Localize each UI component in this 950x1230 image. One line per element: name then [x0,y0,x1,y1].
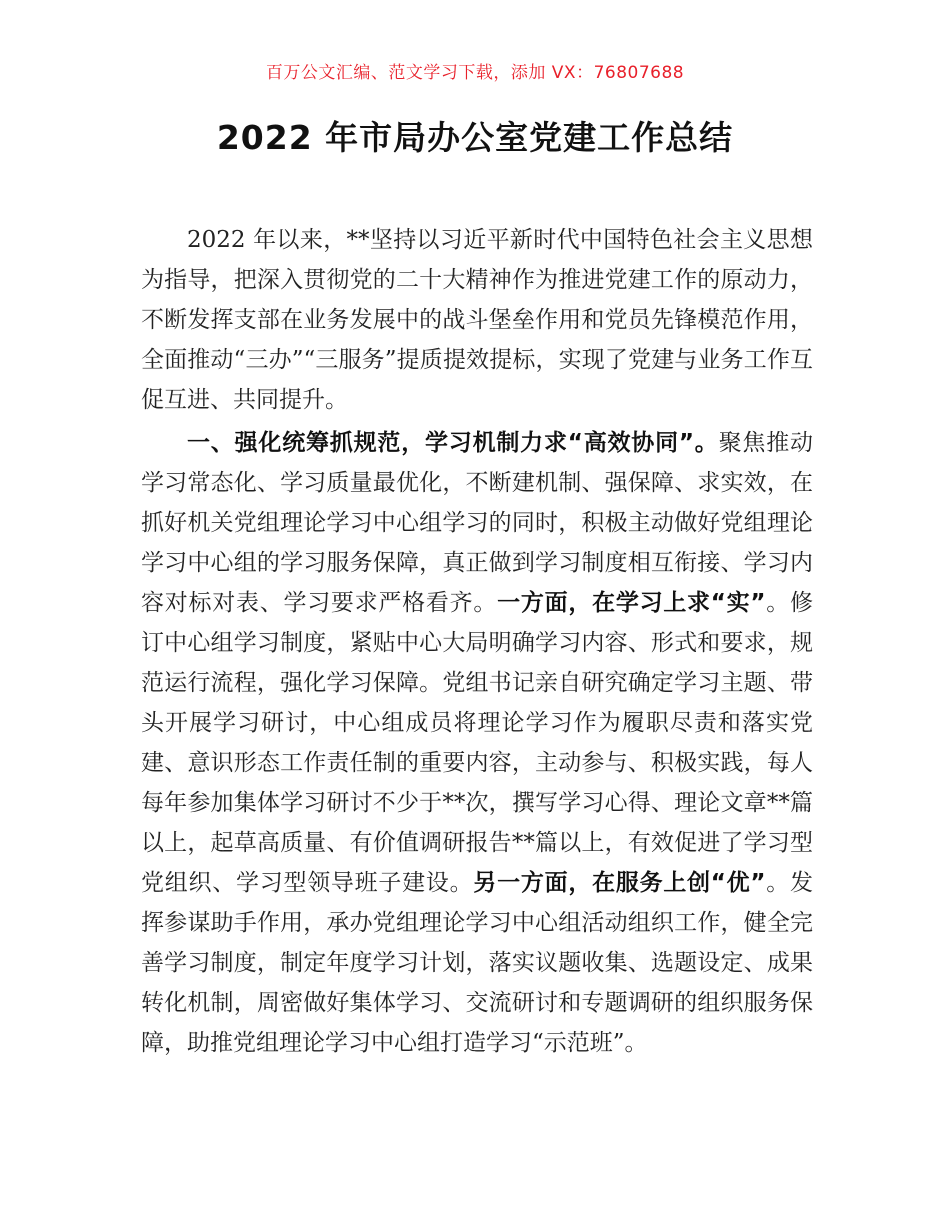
section-one-text-a: 聚焦推动学习常态化、学习质量最优化，不断建机制、强保障、求实效，在抓好机关党组理论学习中心组学习的同时，积极主动做好党组理论学习中心组的学习服务保障，真正做到学习制度相互衔接、学习内容对标对表、学习要求严格看齐。 [141,430,814,616]
section-one-paragraph [141,423,813,1063]
subheading-study: 一方面，在学习上求“实” [497,590,766,616]
document-title: 2022 年市局办公室党建工作总结 [216,118,734,157]
section-one-text-b: 。修订中心组学习制度，紧贴中心大局明确学习内容、形式和要求，规范运行流程，强化学习保障。党组书记亲自研究确定学习主题、带头开展学习研讨，中心组成员将理论学习作为履职尽责和落实党建、意识形态工作责任制的重要内容，主动参与、积极实践，每人每年参加集体学习研讨不少于**次，撰写学习心得、理论文章**篇以上，起草高质量、有价值调研报告**篇以上，有效促进了学习型党组织、学习型领导班子建设。 [141,590,813,896]
intro-section [141,220,813,420]
section-one-text-c: 。发挥参谋助手作用，承办党组理论学习中心组活动组织工作，健全完善学习制度，制定年度学习计划，落实议题收集、选题设定、成果转化机制，周密做好集体学习、交流研讨和专题调研的组织服务保障，助推党组理论学习中心组打造学习“示范班”。 [141,870,814,1056]
subheading-service: 另一方面，在服务上创“优” [473,870,766,896]
intro-paragraph: 2022 年以来，**坚持以习近平新时代中国特色社会主义思想为指导，把深入贯彻党的二十大精神作为推进党建工作的原动力，不断发挥支部在业务发展中的战斗堡垒作用和党员先锋模范作用，全面推动“三办”“三服务”提质提效提标，实现了党建与业务工作互促互进、共同提升。 [141,227,813,413]
section-one [141,423,813,1063]
section-one-heading: 一、强化统筹抓规范，学习机制力求“高效协同”。 [187,430,719,456]
header-banner: 百万公文汇编、范文学习下载，添加 VX：76807688 [265,63,685,83]
